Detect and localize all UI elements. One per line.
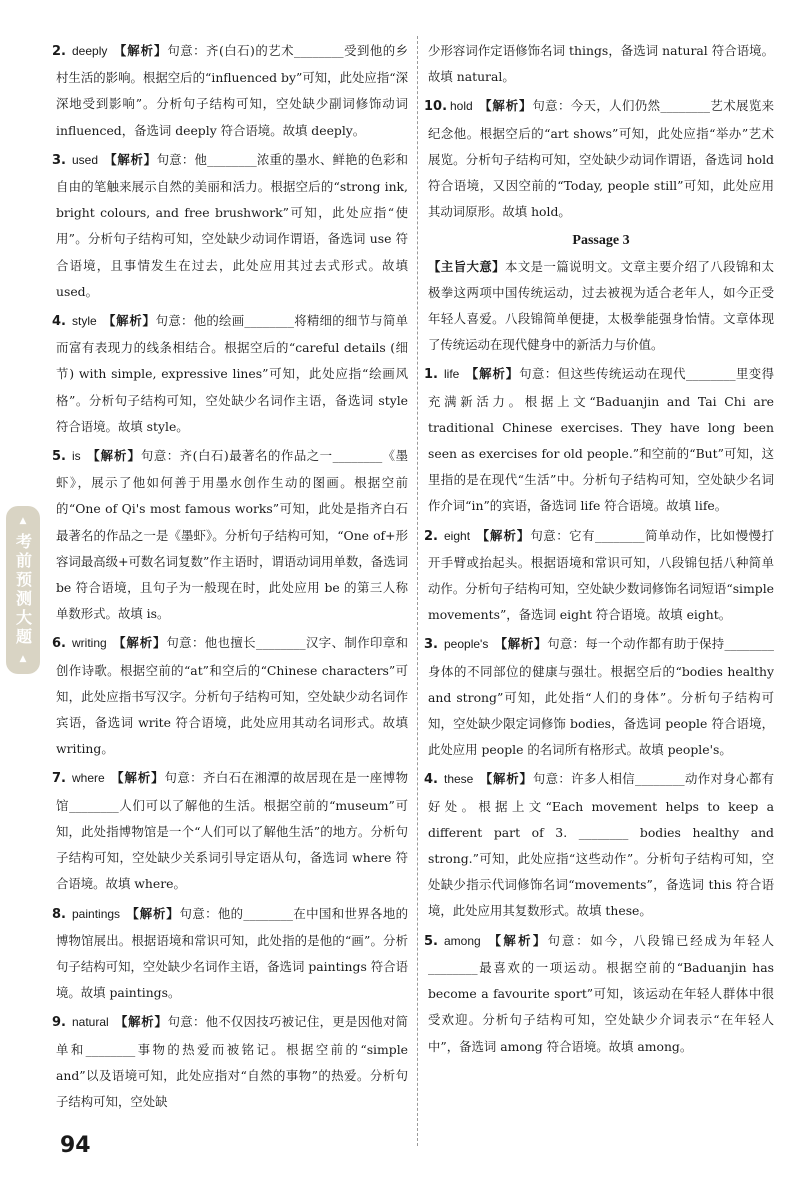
answer-item-9 [52,1009,409,1115]
analysis-tag: 【解析】 [476,527,531,543]
answer-word: among [444,933,481,948]
analysis-tag: 【解析】 [486,932,548,948]
analysis-tag: 【解析】 [104,151,157,167]
analysis-text: 句意：他的________在中国和世界各地的博物馆展出。根据语境和常识可知，此处指的是他的“画”。分析句子结构可知，空处缺少名词作主语，备选词 paintings 符合语境。故填 paintings。 [56,905,409,1001]
passage-title: Passage 3 [572,233,630,249]
answer-item-p3-4 [424,766,775,924]
item-number: 6. [52,636,66,652]
answer-word: style [72,314,97,329]
answer-word: deeply [72,44,108,58]
answer-word: these [444,772,474,787]
analysis-tag: 【解析】 [479,771,533,787]
answer-word: people's [444,637,489,652]
page-number: 94 [60,1133,91,1158]
summary-paragraph [428,254,774,358]
summary-text: 本文是一篇说明文。文章主要介绍了八段锦和太极拳这两项中国传统运动，过去被视为适合老年人，如今正受年轻人喜爱。八段锦简单便捷，太极拳能强身怡情。文章体现了传统运动在现代健身中的新活力与价值。 [428,259,775,353]
answer-word: natural [72,1015,109,1030]
item-number: 2. [52,44,66,59]
answer-item-p3-3 [424,631,775,763]
column-divider [417,36,418,1146]
answer-word: eight [444,528,471,543]
analysis-text: 句意：许多人相信________动作对身心都有好处。根据上文“Each movement helps to keep a different part of 3. ________ bodies healthy and strong.”可知，此处应指“这些动作”。分析句子结构可知，空处缺少指示代词修饰名词“movements”，备选词 this 符合语境，此处应用其复数形式。故填 these。 [428,771,775,919]
side-tab-label: 考前预测大题 [13,533,33,647]
answer-word: used [72,152,99,167]
answer-item-p3-5 [424,928,775,1060]
item-number: 4. [52,314,66,330]
triangle-up-icon: ▲ [19,654,27,664]
answer-word: is [72,449,81,464]
answer-item-p3-1 [424,361,775,519]
analysis-text: 句意：他也擅长________汉字、制作印章和创作诗歌。根据空前的“at”和空后的“Chinese characters”可知，此处应指书写汉字。分析句子结构可知，空处缺少动名词作宾语，备选词 write 符合语境，此处应用其动名词形式。故填 writing。 [56,635,409,757]
triangle-up-icon: ▲ [19,516,27,526]
item-number: 5. [52,449,66,465]
item-number: 4. [424,772,438,788]
item-number: 10. [424,99,448,115]
item-number: 3. [424,637,438,653]
analysis-tag: 【解析】 [465,366,520,382]
analysis-text: 句意：每一个动作都有助于保持________身体的不同部位的健康与强壮。根据空后的“bodies healthy and strong”可知，此处指“人们的身体”。分析句子结构可知，空处缺少限定词修饰 bodies，备选词 people 符合语境，此处应用 people 的名词所有格形式。故填 people's。 [428,636,775,758]
analysis-text: 句意：但这些传统运动在现代________里变得充满新活力。根据上文“Baduanjin and Tai Chi are traditional Chinese exercises. They have long been seen as exercises for old people.”和空前的“But”可知，这里指的是在现代“生活”中。分析句子结构可知，空处缺少名词作介词“in”的宾语，备选词 life 符合语境。故填 life。 [428,366,775,514]
analysis-text: 句意：今天，人们仍然________艺术展览来纪念他。根据空后的“art shows”可知，此处应指“举办”艺术展览。分析句子结构可知，空处缺少动词作谓语，备选词 hold 符合语境，又因空前的“Today, people still”可知，此处应用其动词原形。故填 hold。 [428,98,775,220]
answer-item-p3-2 [424,523,775,629]
analysis-text: 句意：他________浓重的墨水、鲜艳的色彩和自由的笔触来展示自然的美丽和活力。根据空后的“strong ink, bright colours, and free brushwork”可知，此处应指“使用”。分析句子结构可知，空处缺少动词作谓语，备选词 use 符合语境，且事情发生在过去，此处应用其过去式形式。故填 used。 [56,151,408,299]
analysis-tag: 【解析】 [112,635,167,651]
analysis-tag: 【解析】 [478,98,533,114]
analysis-text: 句意：如今，八段锦已经成为年轻人________最喜欢的一项运动。根据空前的“Baduanjin has become a favourite sport”可知，该运动在年轻人群体中很受欢迎。分析句子结构可知，空处缺少介词表示“在年轻人中”，备选词 among 符合语境。故填 among。 [428,932,775,1054]
continued-text: 少形容词作定语修饰名词 things，备选词 natural 符合语境。故填 natural。 [428,43,774,85]
analysis-text: 句意：齐(白石)的艺术________受到他的乡村生活的影响。根据空后的“influenced by”可知，此处应指“深深地受到影响”。分析句子结构可知，空处缺少副词修饰动词 influenced，备选词 deeply 符合语境。故填 deeply。 [56,43,408,138]
analysis-tag: 【解析】 [126,905,180,921]
summary-tag: 【主旨大意】 [428,259,505,275]
answer-item-7 [52,765,409,897]
analysis-tag: 【解析】 [114,1014,168,1030]
answer-word: writing [72,636,107,651]
analysis-tag: 【解析】 [494,636,548,652]
answer-item-4 [52,308,409,440]
item-number: 8. [52,906,66,922]
item-number: 9. [52,1015,66,1031]
analysis-tag: 【解析】 [110,770,165,786]
item-number: 5. [424,933,438,949]
item-number: 7. [52,771,66,787]
answer-item-5 [52,443,408,627]
analysis-tag: 【解析】 [113,43,168,58]
analysis-tag: 【解析】 [86,448,141,464]
right-column [424,38,775,1063]
analysis-tag: 【解析】 [102,313,156,329]
item-number: 1. [424,367,438,383]
analysis-text: 句意：它有________简单动作，比如慢慢打开手臂或抬起头。根据语境和常识可知，八段锦包括八种简单动作。分析句子结构可知，空处缺少数词修饰名词短语“simple movements”，备选词 eight 符合语境。故填 eight。 [428,527,775,623]
answer-item-6 [52,630,409,762]
answer-word: paintings [72,906,121,921]
analysis-text: 句意：齐(白石)最著名的作品之一________《墨虾》，展示了他如何善于用墨水创作生动的图画。根据空前的“One of Qi's most famous works”可知，此处是指齐白石最著名的作品之一是《墨虾》。分析句子结构可知，“One of+形容词最高级+可数名词复数”作主语时，谓语动词用单数，备选词 be 符合语境，且句子为一般现在时，此处应用 be 的第三人称单数形式。故填 is。 [56,448,408,622]
answer-item-8 [52,901,409,1007]
analysis-text: 句意：他的绘画________将精细的细节与简单而富有表现力的线条相结合。根据空后的“careful details (细节) with simple, expressive lines”可知，此处应指“绘画风格”。分析句子结构可知，空处缺少名词作主语，备选词 style 符合语境。故填 style。 [56,313,409,434]
answer-word: life [444,367,460,382]
answer-word: where [72,771,105,786]
left-column [52,38,409,1118]
item-number: 3. [52,152,66,168]
answer-item-10 [424,93,775,225]
answer-item-3 [52,147,408,305]
analysis-text: 句意：他不仅因技巧被记住，更是因他对简单和________事物的热爱而被铭记。根据空前的“simple and”以及语境可知，此处应指对“自然的事物”的热爱。分析句子结构可知，空处缺 [56,1014,409,1109]
answer-item-2 [52,38,408,144]
section-side-tab [6,506,40,674]
answer-word: hold [450,99,473,114]
analysis-text: 句意：齐白石在湘潭的故居现在是一座博物馆________人们可以了解他的生活。根据空前的“museum”可知，此处指博物馆是一个“人们可以了解他生活”的地方。分析句子结构可知，空处缺少关系词引导定语从句，备选词 where 符合语境。故填 where。 [56,770,409,892]
item-number: 2. [424,528,438,544]
